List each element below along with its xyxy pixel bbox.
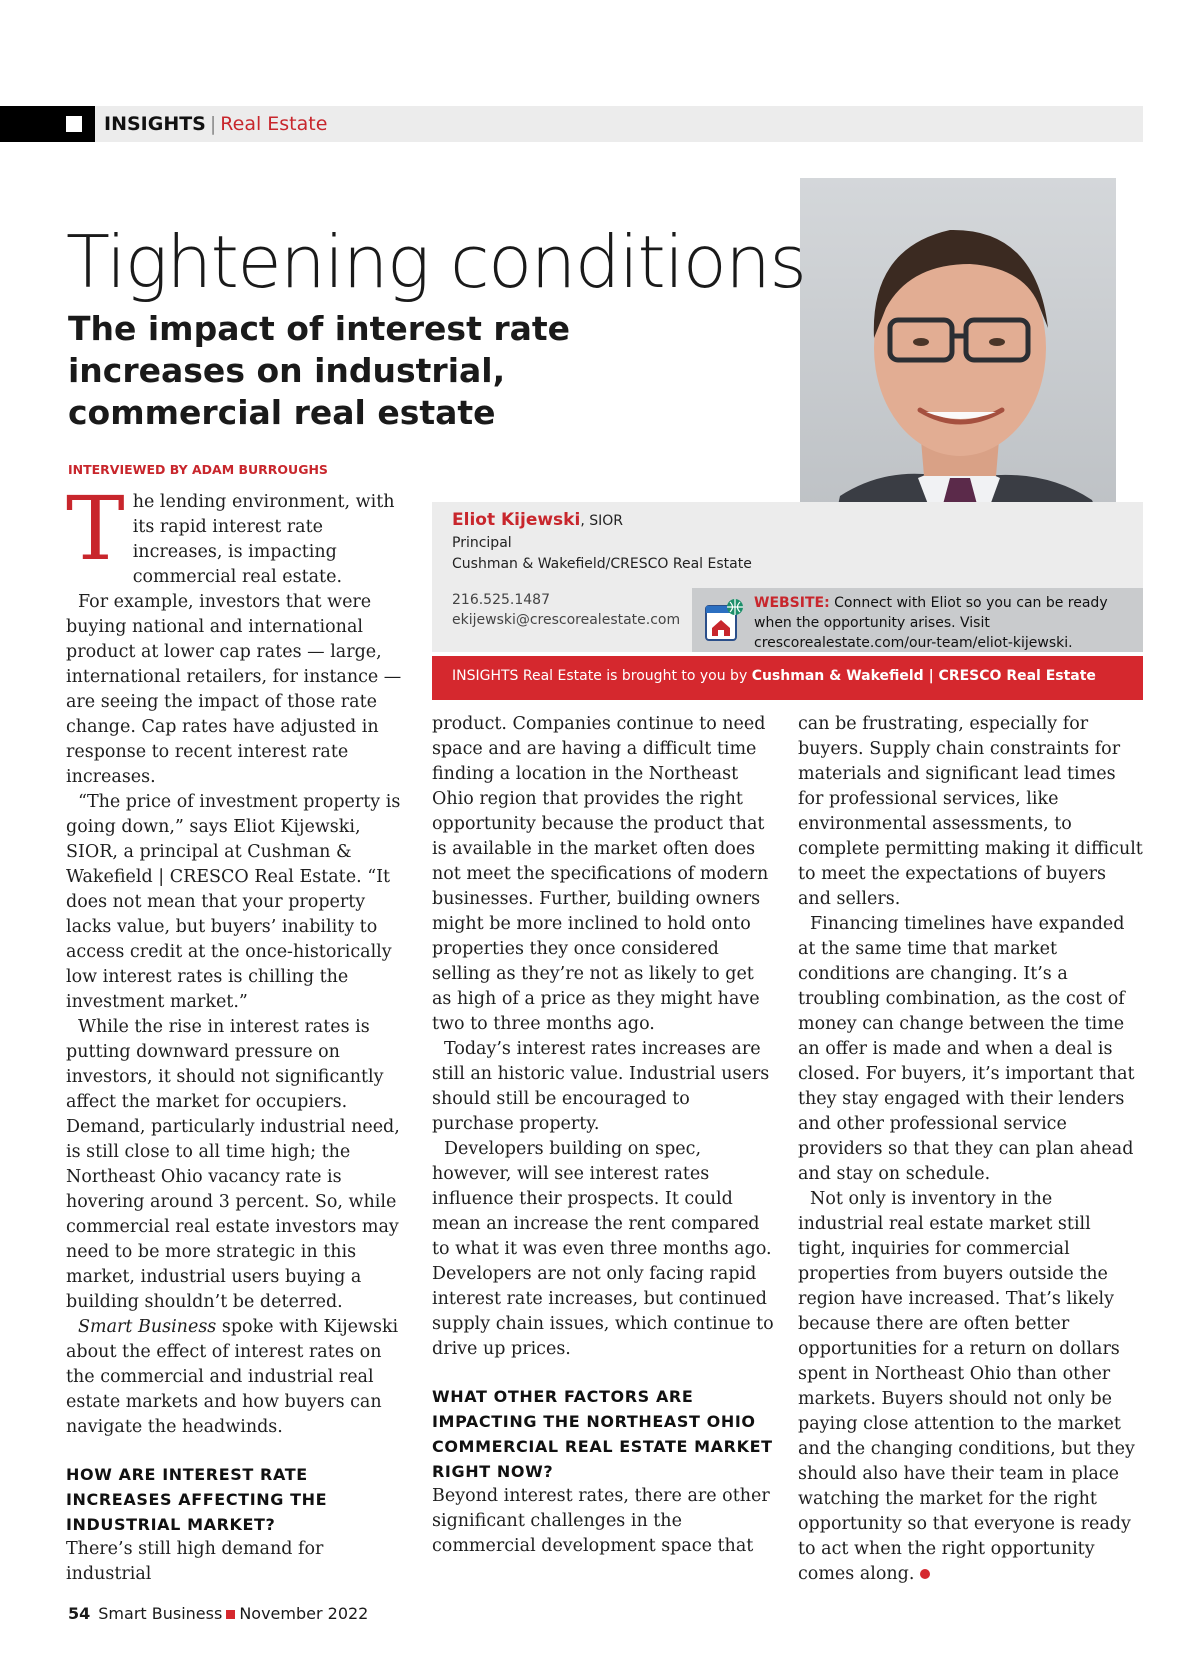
- col3-p3-text: Not only is inventory in the industrial real estate market still tight, inquiries for commercial properties from buyers outside the region have increased. That’s likely because there are often better opportunities for a return on dollars spent in Northeast Ohio than other markets. Buyers should not only be paying close attention to the market and the changing conditions, but they should also have their team in place watching the market for the right opportunity so that everyone is ready to act when the right opportunity comes along.: [798, 1189, 1135, 1584]
- col2-p3: Developers building on spec, however, will see interest rates influence their prospects. It could mean an increase the rent compared to what it was even three months ago. Developers are not only facing rapid interest rate increases, but continued supply chain issues, which continue to drive up prices.: [432, 1139, 774, 1359]
- publication-name: Smart Business: [78, 1317, 217, 1337]
- col2-p2: Today’s interest rates increases are still an historic value. Industrial users should still be encouraged to purchase property.: [432, 1039, 770, 1134]
- column-3: [798, 712, 1143, 1587]
- section-category: Real Estate: [220, 113, 328, 135]
- contact-company: Cushman & Wakefield/CRESCO Real Estate: [452, 556, 752, 572]
- footer-square-icon: [226, 1610, 235, 1619]
- section-square-icon: [66, 116, 82, 132]
- contact-name: Eliot Kijewski: [452, 510, 581, 530]
- col1-p5: [66, 1315, 406, 1440]
- article-title: Tightening conditions: [66, 220, 806, 304]
- col1-p5-text: spoke with Kijewski about the effect of interest rates on the commercial and industrial real estate markets and how buyers can navigate the headwinds.: [66, 1317, 399, 1437]
- col3-p3: [798, 1187, 1143, 1587]
- sponsor-prefix: INSIGHTS Real Estate is brought to you by: [452, 668, 752, 684]
- page-footer: [68, 1604, 368, 1623]
- section-name: INSIGHTS: [104, 113, 206, 135]
- section-header: [0, 106, 1143, 142]
- intro-paragraph: [66, 477, 406, 590]
- col1-p2: For example, investors that were buying national and international product at lower cap rates — large, international retailers, for instance —are seeing the impact of those rate change. Cap rates have adjusted in response to recent interest rate increases.: [66, 592, 402, 787]
- col1-p3: “The price of investment property is going down,” says Eliot Kijewski, SIOR, a principal at Cushman & Wakefield | CRESCO Real Estate. “It does not mean that your property lacks value, but buyers’ inability to access credit at the once-historically low interest rates is chilling the investment market.”: [66, 792, 401, 1012]
- col2-p4: Beyond interest rates, there are other significant challenges in the commercial development space that: [432, 1486, 770, 1556]
- website-text: Connect with Eliot so you can be ready when the opportunity arises. Visit crescorealestate.com/our-team/eliot-kijewski.: [754, 595, 1108, 651]
- col3-p1: can be frustrating, especially for buyers. Supply chain constraints for materials and significant lead times for professional services, like environmental assessments, to complete permitting making it difficult to meet the expectations of buyers and sellers.: [798, 714, 1143, 909]
- website-text-block: [754, 593, 1139, 653]
- sponsor-text: [452, 668, 1096, 684]
- article-byline: INTERVIEWED BY ADAM BURROUGHS: [68, 462, 328, 477]
- contact-credential: , SIOR: [580, 513, 623, 529]
- contact-name-line: [452, 510, 623, 530]
- website-label: WEBSITE:: [754, 595, 830, 611]
- col1-p6: There’s still high demand for industrial: [66, 1539, 324, 1584]
- contact-email: ekijewski@crescorealestate.com: [452, 612, 681, 628]
- col2-p1: product. Companies continue to need space and are having a difficult time finding a location in the Northeast Ohio region that provides the right opportunity because the product that is available in the market often does not meet the specifications of modern businesses. Further, building owners might be more inclined to hold onto properties they once considered selling as they’re not as likely to get as high of a price as they might have two to three months ago.: [432, 714, 769, 1034]
- col3-p2: Financing timelines have expanded at the same time that market conditions are changing. It’s a troubling combination, as the cost of money can change between the time an offer is made and when a deal is closed. For buyers, it’s important that they stay engaged with their lenders and other professional service providers so that they can plan ahead and stay on schedule.: [798, 914, 1135, 1184]
- contact-role: Principal: [452, 535, 512, 551]
- article-subtitle: The impact of interest rate increases on industrial, commercial real estate: [68, 309, 571, 432]
- col1-p1: he lending environment, with its rapid interest rate increases, is impacting commercial real estate.: [132, 492, 395, 587]
- col2-heading: WHAT OTHER FACTORS ARE IMPACTING THE NORTHEAST OHIO COMMERCIAL REAL ESTATE MARKET RIGHT NOW?: [432, 1387, 773, 1481]
- footer-date: November 2022: [239, 1604, 369, 1623]
- dropcap: T: [66, 477, 125, 580]
- page-number: 54: [68, 1604, 91, 1623]
- house-globe-icon: [704, 598, 744, 642]
- col1-p4: While the rise in interest rates is putting downward pressure on investors, it should not significantly affect the market for occupiers. Demand, particularly industrial need, is still close to all time high; the Northeast Ohio vacancy rate is hovering around 3 percent. So, while commercial real estate investors may need to be more strategic in this market, industrial users buying a building shouldn’t be deterred.: [66, 1017, 400, 1312]
- section-separator: |: [209, 113, 217, 135]
- column-1: [66, 477, 406, 1587]
- col1-heading: HOW ARE INTEREST RATE INCREASES AFFECTING THE INDUSTRIAL MARKET?: [66, 1465, 328, 1534]
- section-label: [104, 113, 327, 135]
- column-2: [432, 712, 774, 1559]
- contact-phone: 216.525.1487: [452, 592, 550, 608]
- sponsor-name: Cushman & Wakefield | CRESCO Real Estate: [751, 668, 1096, 684]
- end-mark-icon: [920, 1569, 930, 1579]
- footer-publication: Smart Business: [98, 1604, 223, 1623]
